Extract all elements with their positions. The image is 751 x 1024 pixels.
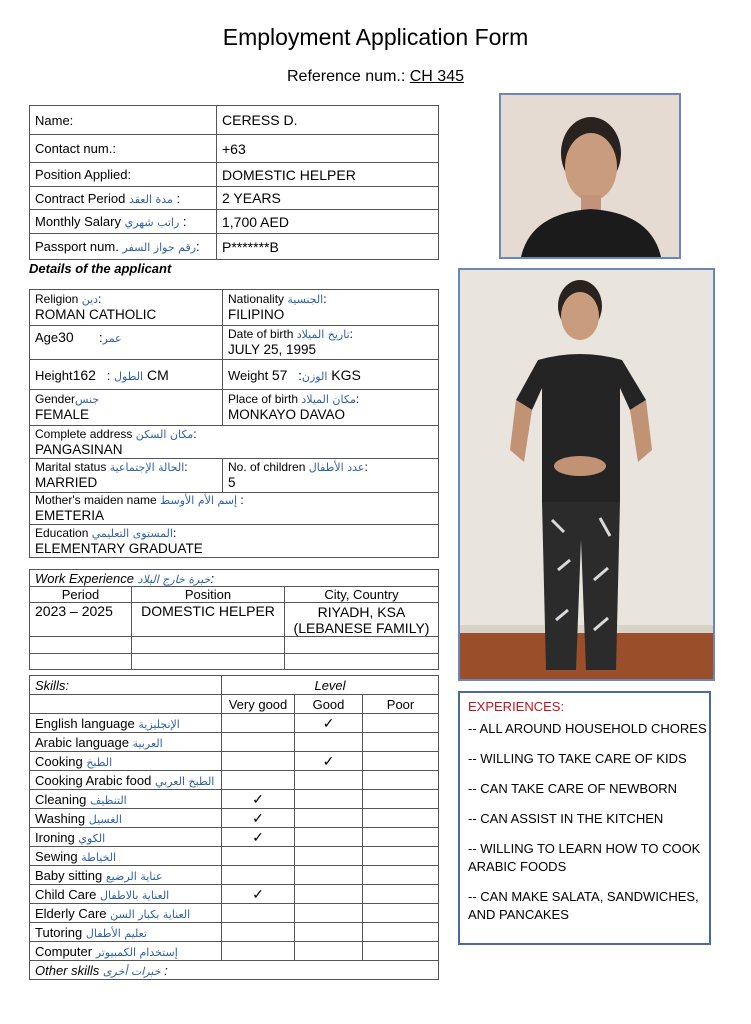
skill-level-poor [363, 942, 439, 961]
skill-name: Ironing الكوي [30, 828, 222, 847]
skill-row [30, 828, 439, 847]
skill-row [30, 866, 439, 885]
place-of-birth-cell: Place of birth مكان الميلاد: MONKAYO DAVAO [223, 390, 439, 426]
other-skills: Other skills خبرات أخرى : [30, 961, 439, 980]
skill-name: Sewing الخياطة [30, 847, 222, 866]
skill-level-poor [363, 866, 439, 885]
col-period: Period [30, 587, 132, 603]
reference-number [0, 68, 751, 86]
salary-value: 1,700 AED [217, 210, 439, 234]
name-label: Name: [30, 106, 217, 135]
skill-name: Washing الغسيل [30, 809, 222, 828]
contract-value: 2 YEARS [217, 187, 439, 210]
skill-level-very-good: ✓ [222, 828, 295, 847]
col-city-country: City, Country [285, 587, 439, 603]
skill-level-poor [363, 904, 439, 923]
skill-name: Cleaning التنظيف [30, 790, 222, 809]
experiences-box [458, 691, 711, 945]
skill-row [30, 790, 439, 809]
skill-name: Cooking الطبخ [30, 752, 222, 771]
passport-label: Passport num. رقم جواز السفر: [30, 234, 217, 260]
work-experience-table [29, 569, 439, 670]
skill-level-poor [363, 809, 439, 828]
skill-level-poor [363, 714, 439, 733]
skill-row [30, 809, 439, 828]
experience-item: -- CAN MAKE SALATA, SANDWICHES, AND PANCAKES [468, 889, 699, 922]
skill-level-very-good [222, 942, 295, 961]
skill-row [30, 942, 439, 961]
skill-name: Tutoring تعليم الأطفال [30, 923, 222, 942]
skill-row [30, 847, 439, 866]
skill-level-poor [363, 828, 439, 847]
skill-name: Elderly Care العناية بكبار السن [30, 904, 222, 923]
skill-level-very-good [222, 904, 295, 923]
age-cell: Age عمر: 30 [30, 326, 223, 360]
headshot-photo [499, 93, 681, 259]
skill-level-good: ✓ [295, 752, 363, 771]
col-poor: Poor [363, 695, 439, 714]
work-position: DOMESTIC HELPER [132, 603, 285, 637]
skill-level-good [295, 923, 363, 942]
form-title: Employment Application Form [222, 24, 529, 50]
position-value: DOMESTIC HELPER [217, 163, 439, 187]
skill-level-very-good: ✓ [222, 809, 295, 828]
weight-cell: Weight الوزن: 57 KGS [223, 360, 439, 390]
experience-item: -- CAN TAKE CARE OF NEWBORN [468, 781, 677, 796]
skill-level-good [295, 847, 363, 866]
col-very-good: Very good [222, 695, 295, 714]
skill-level-poor [363, 733, 439, 752]
experience-item: -- WILLING TO TAKE CARE OF KIDS [468, 751, 687, 766]
skill-row [30, 771, 439, 790]
skill-name: Arabic language العربية [30, 733, 222, 752]
skill-level-good [295, 942, 363, 961]
skill-level-very-good [222, 752, 295, 771]
skill-row [30, 923, 439, 942]
height-cell: Height الطول : 162 CM [30, 360, 223, 390]
name-value: CERESS D. [217, 106, 439, 135]
skill-name: Computer إستخدام الكمبيوتر [30, 942, 222, 961]
details-heading: Details of the applicant [29, 261, 172, 276]
skill-level-very-good [222, 847, 295, 866]
personal-info-table [29, 105, 439, 260]
skill-level-very-good [222, 733, 295, 752]
religion-cell: Religion دين: ROMAN CATHOLIC [30, 290, 223, 326]
skill-level-very-good [222, 866, 295, 885]
work-city: RIYADH, KSA (LEBANESE FAMILY) [285, 603, 439, 637]
skill-level-very-good [222, 714, 295, 733]
skill-row [30, 752, 439, 771]
skill-level-good [295, 809, 363, 828]
skill-row [30, 733, 439, 752]
level-heading: Level [222, 676, 439, 695]
applicant-details-table [29, 289, 439, 558]
nationality-cell: Nationality الجنسية: FILIPINO [223, 290, 439, 326]
skill-level-good: ✓ [295, 714, 363, 733]
skill-name: English language الإنجليزية [30, 714, 222, 733]
skill-level-poor [363, 885, 439, 904]
work-heading: Work Experience خبرة خارج البلاد: [30, 570, 439, 587]
skill-level-very-good: ✓ [222, 885, 295, 904]
education-cell: Education المستوى التعليمي: ELEMENTARY GRADUATE [30, 525, 439, 558]
address-cell: Complete address مكان السكن: PANGASINAN [30, 426, 439, 459]
reference-value: CH 345 [409, 68, 464, 85]
skill-level-very-good [222, 923, 295, 942]
col-good: Good [295, 695, 363, 714]
skill-level-good [295, 771, 363, 790]
skill-row [30, 885, 439, 904]
skill-level-very-good [222, 771, 295, 790]
skill-level-good [295, 733, 363, 752]
mother-name-cell: Mother's maiden name إسم الأم الأوسط : EMETERIA [30, 493, 439, 525]
skill-level-poor [363, 771, 439, 790]
dob-cell: Date of birth تاريخ الميلاد: JULY 25, 1995 [223, 326, 439, 360]
skill-row [30, 904, 439, 923]
skill-name: Cooking Arabic food الطبخ العربي [30, 771, 222, 790]
skill-level-poor [363, 923, 439, 942]
experiences-title: EXPERIENCES: [468, 699, 565, 714]
reference-label: Reference num.: [287, 68, 406, 85]
position-label: Position Applied: [30, 163, 217, 187]
experience-item: -- ALL AROUND HOUSEHOLD CHORES [468, 721, 707, 736]
skill-level-poor [363, 847, 439, 866]
experiences-list [468, 720, 709, 924]
children-cell: No. of children عدد الأطفال: 5 [223, 459, 439, 493]
salary-label: Monthly Salary راتب شهري : [30, 210, 217, 234]
experience-item: -- CAN ASSIST IN THE KITCHEN [468, 811, 664, 826]
skill-name: Baby sitting عناية الرضيع [30, 866, 222, 885]
skill-row [30, 714, 439, 733]
marital-cell: Marital status الحالة الإجتماعية: MARRIED [30, 459, 223, 493]
full-body-image [460, 270, 713, 679]
skill-level-good [295, 904, 363, 923]
experience-item: -- WILLING TO LEARN HOW TO COOK ARABIC FOODS [468, 841, 701, 874]
headshot-image [501, 95, 679, 257]
col-position: Position [132, 587, 285, 603]
skill-level-good [295, 828, 363, 847]
work-period: 2023 – 2025 [30, 603, 132, 637]
skill-name: Child Care العناية بالاطفال [30, 885, 222, 904]
skills-table [29, 675, 439, 980]
skill-level-very-good: ✓ [222, 790, 295, 809]
skill-level-good [295, 866, 363, 885]
skills-heading: Skills: [30, 676, 222, 695]
contract-label: Contract Period مدة العقد : [30, 187, 217, 210]
contact-label: Contact num.: [30, 135, 217, 163]
full-body-photo [458, 268, 715, 681]
gender-cell: Genderجنس FEMALE [30, 390, 223, 426]
passport-value: P*******B [217, 234, 439, 260]
skill-level-poor [363, 752, 439, 771]
contact-value: +63 [217, 135, 439, 163]
skill-level-good [295, 790, 363, 809]
skill-level-good [295, 885, 363, 904]
skill-level-poor [363, 790, 439, 809]
